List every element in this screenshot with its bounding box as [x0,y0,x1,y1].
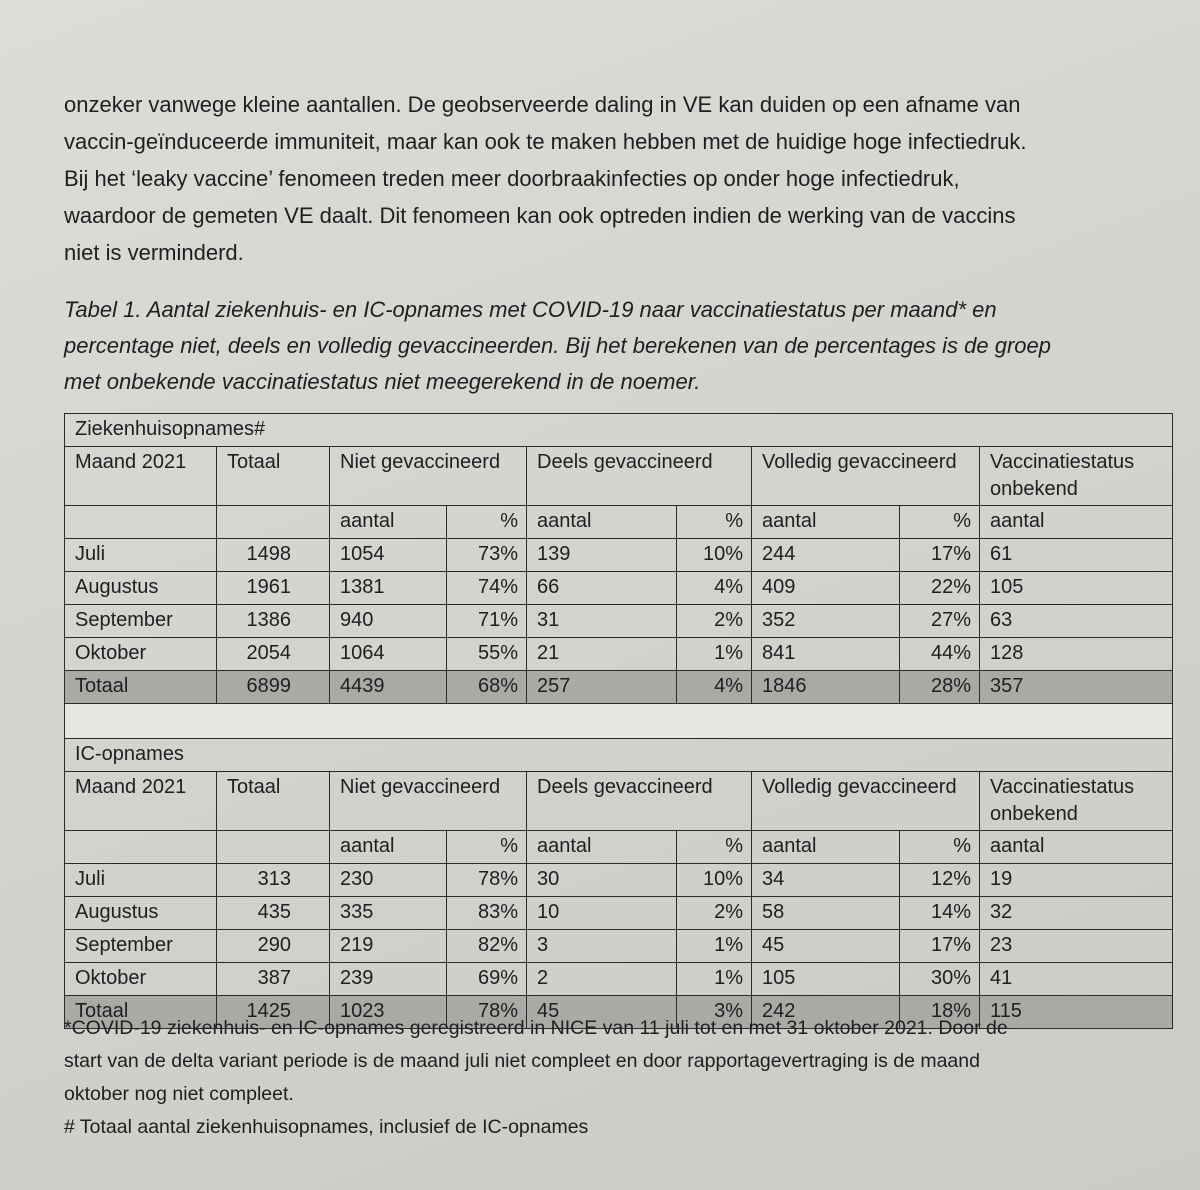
deels-pct-cell: 1% [677,963,752,996]
niet-pct-cell: 71% [447,605,527,638]
intro-line: niet is verminderd. [64,240,244,265]
niet-pct-cell: 83% [447,897,527,930]
onbekend-aantal-cell: 63 [980,605,1173,638]
month-cell: Totaal [65,996,217,1029]
subheader-niet-aantal: aantal [330,831,447,864]
volledig-pct-cell: 30% [900,963,980,996]
header-volledig-gevaccineerd: Volledig gevaccineerd [752,772,980,831]
deels-pct-cell: 10% [677,864,752,897]
header-niet-gevaccineerd: Niet gevaccineerd [330,772,527,831]
intro-line: onzeker vanwege kleine aantallen. De geobserveerde daling in VE kan duiden op een afname van [64,92,1021,117]
header-deels-gevaccineerd: Deels gevaccineerd [527,447,752,506]
subheader-onbekend-aantal: aantal [980,506,1173,539]
table-row [65,539,1173,572]
table-row [65,605,1173,638]
volledig-pct-cell: 18% [900,996,980,1029]
deels-pct-cell: 2% [677,605,752,638]
niet-aantal-cell: 335 [330,897,447,930]
deels-aantal-cell: 21 [527,638,677,671]
caption-line: percentage niet, deels en volledig gevaccineerden. Bij het berekenen van de percentages is de groep [64,333,1052,358]
onbekend-aantal-cell: 32 [980,897,1173,930]
caption-line: Tabel 1. Aantal ziekenhuis- en IC-opnames met COVID-19 naar vaccinatiestatus per maand* en [64,297,997,322]
volledig-pct-cell: 14% [900,897,980,930]
intro-line: waardoor de gemeten VE daalt. Dit fenomeen kan ook optreden indien de werking van de vaccins [64,203,1016,228]
total-cell: 6899 [217,671,330,704]
niet-pct-cell: 74% [447,572,527,605]
subheader-row [65,506,1173,539]
niet-aantal-cell: 239 [330,963,447,996]
subheader-vol-pct: % [900,506,980,539]
section-spacer [65,704,1173,739]
volledig-pct-cell: 28% [900,671,980,704]
table-body [65,414,1173,1029]
subheader-vol-aantal: aantal [752,831,900,864]
total-cell: 290 [217,930,330,963]
table-row [65,963,1173,996]
month-cell: Augustus [65,897,217,930]
volledig-aantal-cell: 242 [752,996,900,1029]
table-row [65,638,1173,671]
total-row [65,671,1173,704]
header-month: Maand 2021 [65,772,217,831]
total-cell: 387 [217,963,330,996]
niet-pct-cell: 82% [447,930,527,963]
subheader-empty [65,506,217,539]
onbekend-aantal-cell: 19 [980,864,1173,897]
month-cell: Juli [65,539,217,572]
volledig-pct-cell: 12% [900,864,980,897]
header-status-onbekend: Vaccinatiestatus onbekend [980,772,1173,831]
niet-aantal-cell: 1381 [330,572,447,605]
niet-aantal-cell: 940 [330,605,447,638]
subheader-niet-pct: % [447,831,527,864]
onbekend-aantal-cell: 128 [980,638,1173,671]
deels-aantal-cell: 30 [527,864,677,897]
total-cell: 1386 [217,605,330,638]
table-row [65,864,1173,897]
deels-aantal-cell: 257 [527,671,677,704]
subheader-row [65,831,1173,864]
deels-pct-cell: 10% [677,539,752,572]
section-title-row [65,739,1173,772]
deels-pct-cell: 4% [677,572,752,605]
caption-line: met onbekende vaccinatiestatus niet meegerekend in de noemer. [64,369,701,394]
header-month: Maand 2021 [65,447,217,506]
footnote-line: *COVID-19 ziekenhuis- en IC-opnames geregistreerd in NICE van 11 juli tot en met 31 oktober 2021. Door de [64,1017,1008,1039]
subheader-vol-aantal: aantal [752,506,900,539]
total-cell: 1961 [217,572,330,605]
intro-line: Bij het ‘leaky vaccine’ fenomeen treden meer doorbraakinfecties op onder hoge infectiedruk, [64,166,960,191]
deels-aantal-cell: 10 [527,897,677,930]
niet-aantal-cell: 230 [330,864,447,897]
total-cell: 435 [217,897,330,930]
deels-aantal-cell: 31 [527,605,677,638]
volledig-aantal-cell: 409 [752,572,900,605]
deels-aantal-cell: 45 [527,996,677,1029]
volledig-aantal-cell: 352 [752,605,900,638]
subheader-niet-pct: % [447,506,527,539]
total-cell: 313 [217,864,330,897]
deels-pct-cell: 3% [677,996,752,1029]
total-cell: 1425 [217,996,330,1029]
deels-aantal-cell: 139 [527,539,677,572]
footnotes [64,1012,1174,1144]
volledig-aantal-cell: 841 [752,638,900,671]
niet-pct-cell: 68% [447,671,527,704]
footnote-line: oktober nog niet compleet. [64,1083,294,1105]
subheader-onbekend-aantal: aantal [980,831,1173,864]
intro-paragraph [64,86,1174,271]
niet-pct-cell: 78% [447,996,527,1029]
header-row [65,772,1173,831]
volledig-pct-cell: 22% [900,572,980,605]
volledig-aantal-cell: 45 [752,930,900,963]
deels-pct-cell: 2% [677,897,752,930]
subheader-deels-pct: % [677,506,752,539]
table-row [65,897,1173,930]
subheader-niet-aantal: aantal [330,506,447,539]
niet-aantal-cell: 1054 [330,539,447,572]
month-cell: Totaal [65,671,217,704]
volledig-aantal-cell: 1846 [752,671,900,704]
total-cell: 2054 [217,638,330,671]
volledig-aantal-cell: 105 [752,963,900,996]
niet-pct-cell: 69% [447,963,527,996]
niet-aantal-cell: 4439 [330,671,447,704]
subheader-vol-pct: % [900,831,980,864]
footnote-line: # Totaal aantal ziekenhuisopnames, inclusief de IC-opnames [64,1116,589,1138]
subheader-empty [65,831,217,864]
month-cell: Juli [65,864,217,897]
onbekend-aantal-cell: 41 [980,963,1173,996]
volledig-pct-cell: 27% [900,605,980,638]
header-deels-gevaccineerd: Deels gevaccineerd [527,772,752,831]
subheader-deels-aantal: aantal [527,831,677,864]
intro-line: vaccin-geïnduceerde immuniteit, maar kan ook te maken hebben met de huidige hoge infectiedruk. [64,129,1027,154]
spacer-cell [65,704,1173,739]
deels-pct-cell: 1% [677,930,752,963]
niet-aantal-cell: 219 [330,930,447,963]
month-cell: September [65,930,217,963]
deels-pct-cell: 1% [677,638,752,671]
header-total: Totaal [217,772,330,831]
section-title-row [65,414,1173,447]
onbekend-aantal-cell: 61 [980,539,1173,572]
niet-pct-cell: 78% [447,864,527,897]
section-title: Ziekenhuisopnames# [65,414,1173,447]
onbekend-aantal-cell: 115 [980,996,1173,1029]
month-cell: Oktober [65,963,217,996]
onbekend-aantal-cell: 357 [980,671,1173,704]
deels-aantal-cell: 3 [527,930,677,963]
month-cell: September [65,605,217,638]
header-volledig-gevaccineerd: Volledig gevaccineerd [752,447,980,506]
onbekend-aantal-cell: 23 [980,930,1173,963]
volledig-pct-cell: 44% [900,638,980,671]
subheader-deels-pct: % [677,831,752,864]
deels-aantal-cell: 66 [527,572,677,605]
footnote-line: start van de delta variant periode is de maand juli niet compleet en door rapportagevertraging is de maand [64,1050,980,1072]
header-row [65,447,1173,506]
volledig-aantal-cell: 58 [752,897,900,930]
month-cell: Oktober [65,638,217,671]
niet-pct-cell: 55% [447,638,527,671]
volledig-aantal-cell: 244 [752,539,900,572]
header-niet-gevaccineerd: Niet gevaccineerd [330,447,527,506]
niet-aantal-cell: 1064 [330,638,447,671]
volledig-pct-cell: 17% [900,539,980,572]
deels-pct-cell: 4% [677,671,752,704]
table-row [65,930,1173,963]
onbekend-aantal-cell: 105 [980,572,1173,605]
vaccination-status-table [64,413,1173,1029]
subheader-deels-aantal: aantal [527,506,677,539]
subheader-empty [217,831,330,864]
header-total: Totaal [217,447,330,506]
total-cell: 1498 [217,539,330,572]
section-title: IC-opnames [65,739,1173,772]
month-cell: Augustus [65,572,217,605]
volledig-pct-cell: 17% [900,930,980,963]
volledig-aantal-cell: 34 [752,864,900,897]
table-row [65,572,1173,605]
niet-pct-cell: 73% [447,539,527,572]
deels-aantal-cell: 2 [527,963,677,996]
subheader-empty [217,506,330,539]
table-caption [64,292,1174,400]
niet-aantal-cell: 1023 [330,996,447,1029]
header-status-onbekend: Vaccinatiestatus onbekend [980,447,1173,506]
